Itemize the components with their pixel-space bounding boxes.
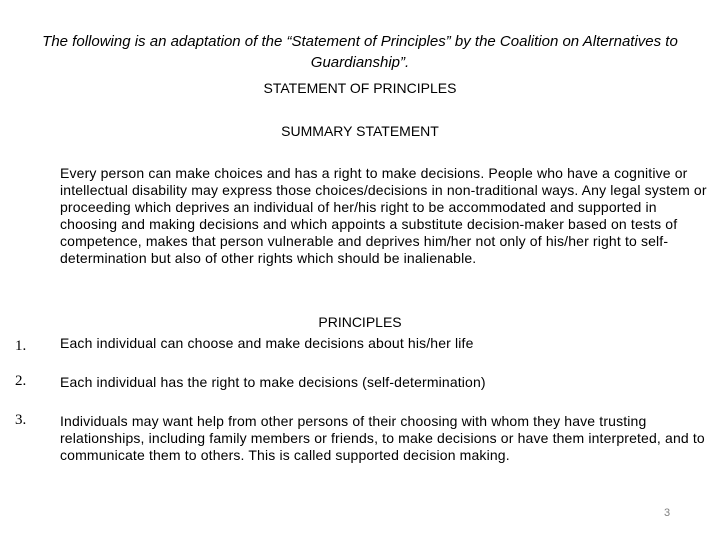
principle-number: 2. <box>15 373 27 389</box>
principle-text: Each individual has the right to make decisions (self-determination) <box>60 374 486 390</box>
summary-heading: SUMMARY STATEMENT <box>281 123 439 139</box>
document-title: STATEMENT OF PRINCIPLES <box>263 80 457 96</box>
principle-number: 3. <box>15 412 27 428</box>
principle-text: Individuals may want help from other persons of their choosing with whom they have trusting relationships, including family members or friends, to make decisions or have them interpreted, and to communicate them to others. This is called supported decision making. <box>60 413 705 463</box>
principle-number: 1. <box>15 338 27 354</box>
principles-heading: PRINCIPLES <box>318 314 402 330</box>
intro-note: The following is an adaptation of the “Statement of Principles” by the Coalition on Alternatives to Guardianship”. <box>42 33 678 71</box>
principle-text: Each individual can choose and make decisions about his/her life <box>60 335 474 351</box>
summary-paragraph: Every person can make choices and has a right to make decisions. People who have a cognitive or intellectual disability may express those choices/decisions in non-traditional ways. Any legal system or proceeding which deprives an individual of her/his right to be accommodated and supported in choosing and making decisions and which appoints a substitute decision-maker based on tests of competence, makes that person vulnerable and deprives him/her not only of his/her right to self-determination but also of other rights which should be inalienable. <box>60 165 707 266</box>
page-number: 3 <box>664 507 671 519</box>
